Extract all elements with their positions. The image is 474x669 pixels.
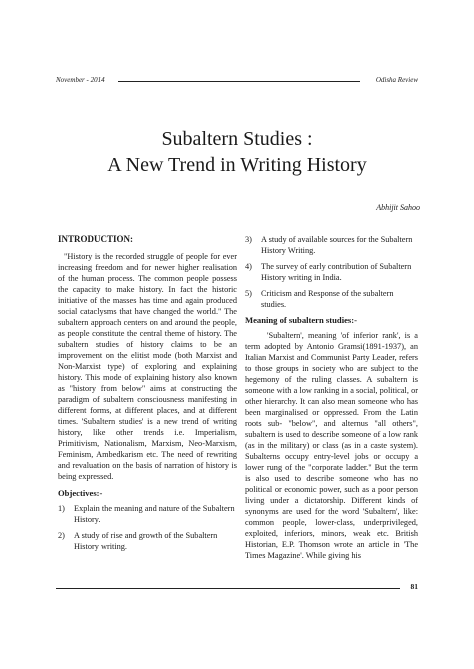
page-footer	[56, 582, 418, 594]
title-line-2: A New Trend in Writing History	[107, 154, 367, 176]
article-title	[0, 126, 474, 178]
objective-text: Criticism and Response of the subaltern studies.	[261, 289, 394, 309]
meaning-heading: Meaning of subaltern studies:-	[245, 315, 357, 325]
intro-heading: INTRODUCTION:	[58, 234, 134, 244]
meaning-paragraph: 'Subaltern', meaning 'of inferior rank', is a term adopted by Antonio Gramsi(1891-1937), an Italian Marxist and Communist Party Leader, refers to those groups in society who are subject to the hegemony of the ruling classes. A subaltern is someone with a low ranking in a social, political, or other hierarchy. It can also mean someone who has been marginalised or oppressed. From the Latin roots sub- "below", and alternus "all others", subaltern is used to describe someone of a low rank (as in the military) or class (as in a caste system). Subalterns occupy entry-level jobs or occupy a lower rung of the "corporate ladder." But the term is also used to describe someone who has no political or economic power, such as a poor person living under a dictatorship. Different kinds of synonyms are used for the word 'Subaltern', like: common people, lower-class, underprivileged, exploited, inferiors, minors, weak etc. British Historian, E.P. Thomson wrote an article in 'The Times Magazine'. While giving his	[245, 331, 418, 560]
left-column	[58, 234, 237, 557]
title-line-1: Subaltern Studies :	[161, 128, 313, 150]
objective-text: The survey of early contribution of Subaltern History writing in India.	[261, 262, 412, 282]
header-rule	[118, 81, 360, 82]
objective-number: 3)	[245, 235, 252, 244]
objective-number: 4)	[245, 262, 252, 271]
objective-item	[58, 503, 237, 525]
footer-rule	[56, 588, 400, 589]
objective-text: Explain the meaning and nature of the Subaltern History.	[74, 504, 235, 524]
objective-item	[245, 261, 418, 283]
objective-item	[245, 288, 418, 310]
objectives-heading: Objectives:-	[58, 488, 103, 498]
page-number: 81	[410, 582, 418, 591]
author-name: Abhijit Sahoo	[376, 203, 420, 212]
header-date: November - 2014	[56, 76, 105, 84]
objective-number: 5)	[245, 289, 252, 298]
objective-text: A study of available sources for the Subaltern History Writing.	[261, 235, 413, 255]
right-column	[245, 234, 418, 567]
running-header	[56, 76, 418, 86]
objective-item	[245, 234, 418, 256]
intro-paragraph: "History is the recorded struggle of people for ever increasing freedom and for newer higher realisation of the human process. The common people possess the capacity to make history. In fact the historic initiative of the masses has time and again produced social cataclysms that have changed the world." The subaltern approach centers on and around the people, as people constitute the central theme of history. The subaltern studies of history claims to be an improvement on the elitist mode (both Marxist and Non-Marxist type) of exploring and explaining history. This mode of explaining history also known as "history from below" aims at constructing the paradigm of subaltern consciousness manifesting in different forms, at different places, and at different times. 'Subaltern studies' is a new trend of writing history, like other trends i.e. Imperialism, Primitivism, Nationalism, Marxism, Neo-Marxism, Feminism, Ambedkarism etc. The need of rewriting and revaluation on the basis of narration of history is being expressed.	[58, 252, 237, 481]
objective-number: 1)	[58, 504, 65, 513]
objective-text: A study of rise and growth of the Subaltern History writing.	[74, 531, 218, 551]
objective-item	[58, 530, 237, 552]
objective-number: 2)	[58, 531, 65, 540]
header-journal: Odisha Review	[375, 76, 418, 84]
